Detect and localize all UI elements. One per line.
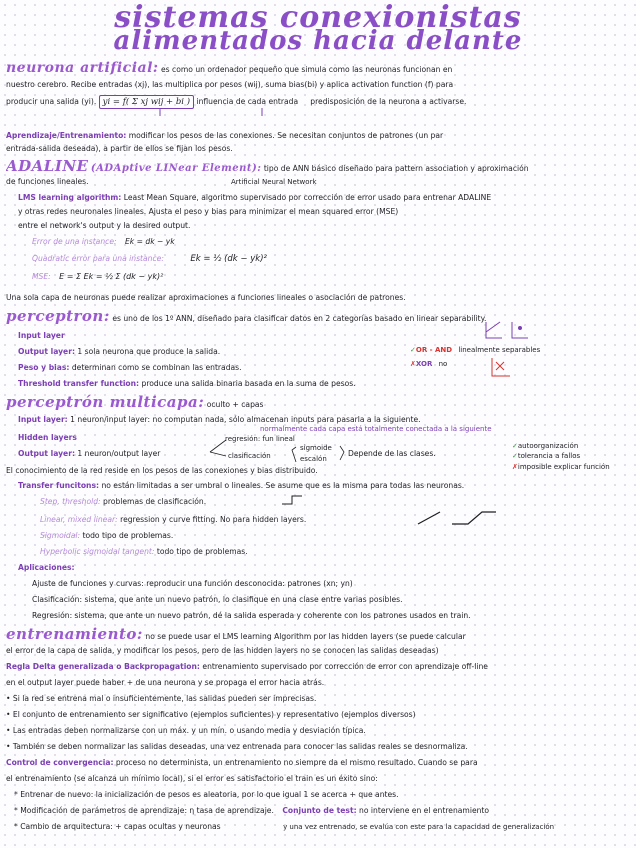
connect-note: normalmente cada capa está totalmente conectada a la siguiente	[260, 425, 492, 433]
xor-no-label: no	[438, 360, 448, 368]
lms-text-1: Least Mean Square, algoritmo supervisado por corrección de error usado para entrenar ADALINE	[123, 193, 492, 202]
bullet-1: • Si la red se entrena mal o insuficientemente, las salidas pueden ser imprecisas.	[6, 694, 317, 703]
mse-formula: E = Σ Ek = ½ Σ (dk − yk)²	[59, 272, 164, 281]
entrenamiento-heading: entrenamiento:	[6, 626, 143, 643]
neurona-heading: neurona artificial:	[6, 60, 159, 76]
neurona-text-3a: producir una salida (yi).	[6, 97, 97, 106]
regresion-note: regresión: fun lineal	[225, 435, 295, 443]
multicapa-input-label: Input layer:	[18, 415, 68, 424]
page-title: sistemas conexionistas	[114, 0, 522, 35]
sigmoidal-label: Sigmoidal:	[40, 531, 81, 540]
step-label: Step, threshold:	[40, 497, 101, 506]
or-and-label: OR - AND	[415, 346, 453, 354]
neurona-text-1: es como un ordenador pequeño que simula como las neuronas funcionan en	[161, 65, 453, 74]
perceptron-text: es uno de los 1º ANN, diseñado para clasificar datos en 2 categorías basado en linear separability.	[112, 314, 487, 323]
regla-label: Regla Delta generalizada o Backpropagation:	[6, 662, 200, 671]
solution-3-text: * Cambio de arquitectura: + capas ocultas y neuronas	[14, 822, 221, 831]
brace-icon	[292, 447, 296, 462]
lms-line-2: y otras redes neuronales lineales. Ajusta el peso y bias para minimizar el mean squared error (MSE)	[18, 207, 399, 216]
axis-plot-icon	[486, 322, 528, 338]
entrenamiento-line-2: el error de la capa de salida, y modificar los pesos, pero de las hidden layers no se conocen las salidas deseadas)	[6, 646, 439, 655]
aprendizaje-line-2: entrada-salida deseada), a partir de ellos se fijan los pesos.	[6, 144, 233, 153]
multicapa-heading: perceptrón multicapa:	[6, 394, 205, 411]
perceptron-input-label: Input layer	[18, 331, 65, 340]
test-text: no interviene en el entrenamiento	[359, 806, 490, 815]
control-label: Control de convergencia:	[6, 758, 114, 767]
cross-icon: ✗	[410, 360, 416, 368]
mixed-linear-icon	[452, 512, 496, 524]
perceptron-heading: perceptron:	[6, 308, 110, 325]
linear-label: Linear, mixed linear:	[40, 515, 118, 524]
app-item-3: Regresión: sistema, que ante un nuevo patrón, dé la salida esperada y coherente con los patrones usados en train.	[32, 611, 471, 620]
neuron-formula: yi = f( Σ xj wij + bi )	[99, 95, 194, 109]
brace-icon	[340, 446, 344, 460]
ann-note: Artificial Neural Network	[230, 178, 317, 186]
multicapa-output-text: 1 neuron/output layer	[77, 449, 161, 458]
hyper-text: todo tipo de problemas.	[156, 547, 248, 556]
cross-icon: ✗	[512, 463, 518, 471]
linear-function-icon	[418, 512, 440, 524]
aprendizaje-label: Aprendizaje/Entrenamiento:	[6, 131, 127, 140]
perceptron-output-label: Output layer:	[18, 347, 75, 356]
xor-plot-icon	[492, 358, 510, 376]
adaline-heading: ADALINE	[6, 158, 89, 175]
lms-line-3: entre el network's output y la desired output.	[18, 221, 191, 230]
perceptron-pesos-text: determinan como se combinan las entradas.	[71, 363, 242, 372]
bullet-3: • Las entradas deben normalizarse con un máx. y un mín. o usando media y desviación típica.	[6, 726, 366, 735]
app-item-1: Ajuste de funciones y curvas: reproducir una función desconocida: patrones (xn; yn)	[32, 579, 353, 588]
test-label: Conjunto de test:	[282, 806, 357, 815]
transfer-label: Transfer funcitons:	[18, 481, 100, 490]
multicapa-note: oculto + capas	[206, 400, 264, 409]
hidden-layers-text: Hidden layers	[18, 433, 77, 442]
error-formula: Ek = dk − yk	[124, 237, 175, 246]
control-text-1: proceso no determinista, un entrenamiento no siempre da el mismo resultado. Cuando se para	[115, 758, 478, 767]
bullet-4: • También se deben normalizar las salidas deseadas, una vez entrenada para conocer las salidas reales se desnormaliza.	[6, 742, 468, 751]
page-subtitle: alimentados hacia delante	[113, 26, 523, 56]
check-icon: ✓	[512, 452, 518, 460]
adaline-expansion: (ADAptive LINear Element):	[90, 163, 262, 174]
regla-line-2: en el output layer puede haber + de una neurona y se propaga el error hacia atrás.	[6, 678, 325, 687]
autoorg-text: autoorganización	[517, 442, 579, 450]
quad-label: Quadratic error para una instance:	[32, 254, 164, 263]
clasificacion-note: clasificación	[228, 452, 271, 460]
aplicaciones-label: Aplicaciones:	[18, 563, 75, 572]
neurona-text-3c: predisposición de la neurona a activarse.	[310, 97, 467, 106]
mse-label: MSE:	[32, 272, 51, 281]
neurona-line-2: nuestro cerebro. Recibe entradas (xj), las multiplica por pesos (wij), suma bias(bi) y aplica activation function (f) para	[6, 80, 454, 89]
aprendizaje-text-1: modificar los pesos de las conexiones. Se necesitan conjuntos de patrones (un par	[128, 131, 444, 140]
escalon-note: escalón	[300, 455, 327, 463]
regla-text-1: entrenamiento supervisado por corrección de error con aprendizaje off-line	[202, 662, 488, 671]
adaline-text-1: tipo de ANN básico diseñado para pattern association y aproximación	[263, 164, 529, 173]
sigmoidal-text: todo tipo de problemas.	[82, 531, 174, 540]
transfer-text: no están limitadas a ser umbral o lineales. Se asume que es la misma para todas las neuronas.	[101, 481, 465, 490]
app-item-2: Clasificación: sistema, que ante un nuevo patrón, lo clasifique en una clase entre varias posibles.	[32, 595, 403, 604]
multicapa-output-label: Output layer:	[18, 449, 75, 458]
tolerancia-text: tolerancia a fallos	[517, 452, 581, 460]
sigmoide-note: sigmoide	[300, 444, 332, 452]
quad-formula: Ek = ½ (dk − yk)²	[190, 254, 267, 264]
adaline-text-2: de funciones lineales.	[6, 177, 89, 186]
depende-note: Depende de las clases.	[348, 449, 436, 458]
bullet-2: • El conjunto de entrenamiento ser significativo (ejemplos suficientes) y representativo (ejemplos diversos)	[6, 710, 416, 719]
branch-arrow-icon	[210, 440, 226, 456]
step-text: problemas de clasificación.	[103, 497, 207, 506]
solution-1: * Entrenar de nuevo: la inicialización de pesos es aleatoria, por lo que igual 1 se acerca + que antes.	[14, 790, 399, 799]
neurona-text-3b: influencia de cada entrada	[196, 97, 299, 106]
threshold-label: Threshold transfer function:	[18, 379, 140, 388]
solution-2-text: * Modificación de parámetros de aprendizaje: η tasa de aprendizaje.	[14, 806, 274, 815]
step-function-icon	[282, 496, 302, 504]
entrenamiento-text-1: no se puede usar el LMS learning Algorithm por las hidden layers (se puede calcular	[145, 632, 466, 641]
hyper-label: Hyperbolic sigmoidal tangent:	[40, 547, 155, 556]
conocimiento-line: El conocimiento de la red reside en los pesos de las conexiones y bias distribuido.	[6, 466, 318, 475]
check-icon: ✓	[410, 346, 416, 354]
xor-label: XOR	[415, 360, 433, 368]
lms-label: LMS learning algorithm:	[18, 193, 122, 202]
linear-text: regression y curve fitting. No para hidden layers.	[120, 515, 307, 524]
adaline-summary: Una sola capa de neuronas puede realizar aproximaciones a funciones lineales o asociación de patrones.	[6, 293, 406, 302]
imposible-text: imposible explicar función	[517, 463, 610, 471]
separable-label: linealmente separables	[458, 346, 541, 354]
threshold-text: produce una salida binaria basada en la suma de pesos.	[141, 379, 356, 388]
perceptron-output-text: 1 sola neurona que produce la salida.	[77, 347, 221, 356]
multicapa-input-text: 1 neuron/input layer: no computan nada, sólo almacenan inputs para pasarla a la siguiente.	[70, 415, 421, 424]
perceptron-pesos-label: Peso y bias:	[18, 363, 70, 372]
generalizacion-text: y una vez entrenado, se evalúa con este para la capacidad de generalización	[283, 823, 555, 831]
error-label: Error de una instance:	[32, 237, 117, 246]
check-icon: ✓	[512, 442, 518, 450]
control-line-2: el entrenamiento (se alcanza un mínimo local), si el error es satisfactorio el train es un éxito sino:	[6, 774, 378, 783]
